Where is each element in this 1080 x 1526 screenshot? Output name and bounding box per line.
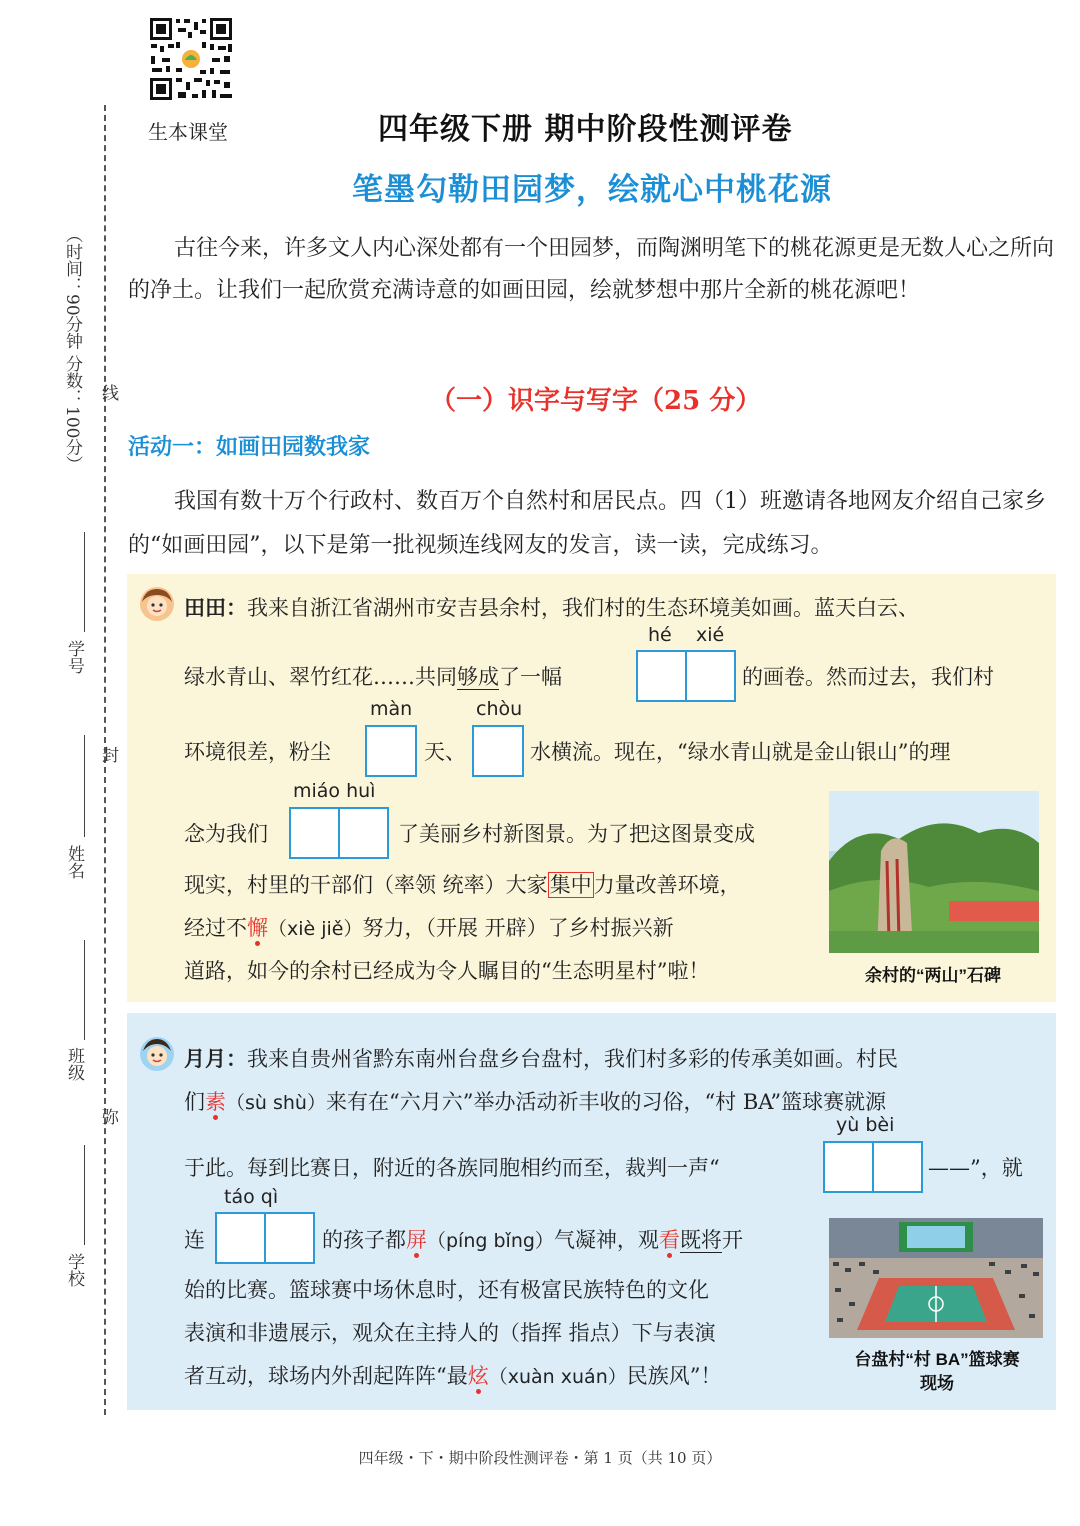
student-id-label: 学号 xyxy=(64,640,84,674)
answer-box-hexie[interactable] xyxy=(636,650,736,702)
card2-text-2b: 来有在“六月六”举办活动祈丰收的习俗，“村 BA”篮球赛就源 xyxy=(325,1090,887,1114)
qr-code-icon[interactable] xyxy=(148,16,234,102)
yucun-stone-photo xyxy=(829,791,1039,953)
answer-box-man[interactable] xyxy=(365,725,417,777)
card1-text-2c: 的画卷。然而过去，我们村 xyxy=(742,665,994,689)
underlined-word-jijiang: 既将 xyxy=(679,1228,722,1252)
card1-text-7: 道路，如今的余村已经成为令人瞩目的“生态明星村”啦！ xyxy=(184,959,710,983)
card1-text-6b: 努力，（开展 开辟）了乡村振兴新 xyxy=(362,916,674,940)
seal-char-mi: 弥 xyxy=(98,1108,118,1125)
seal-char-xian: 线 xyxy=(98,384,118,401)
card1-line-6 xyxy=(184,912,674,942)
card2-text-2a: 们 xyxy=(184,1090,205,1114)
card1-text-3a: 环境很差，粉尘 xyxy=(184,740,331,764)
dotted-char-xie: 懈 xyxy=(247,916,268,940)
card1-line-2 xyxy=(184,661,562,691)
class-label: 班级 xyxy=(64,1047,84,1081)
card2-text-1: 我来自贵州省黔东南州台盘乡台盘村，我们村多彩的传承美如画。村民 xyxy=(247,1047,898,1071)
card1-text-1: 我来自浙江省湖州市安吉县余村，我们村的生态环境美如画。蓝天白云、 xyxy=(247,596,919,620)
name-field[interactable] xyxy=(84,735,85,837)
card2-text-4d: 开 xyxy=(721,1228,743,1252)
card2-text-5: 始的比赛。篮球赛中场休息时，还有极富民族特色的文化 xyxy=(184,1278,709,1302)
pinyin-he: hé xyxy=(648,624,672,646)
card2-text-7b: 民族风”！ xyxy=(626,1364,722,1388)
page-footer: 四年级・下・期中阶段性测评卷・第 1 页（共 10 页） xyxy=(358,1449,722,1467)
pinyin-choice-su[interactable]: （sù shù） xyxy=(226,1092,326,1114)
card1-text-4b: 了美丽乡村新图景。为了把这图景变成 xyxy=(398,822,755,846)
school-label: 学校 xyxy=(64,1253,84,1287)
card1-text-3c: 水横流。现在，“绿水青山就是金山银山”的理 xyxy=(530,740,951,764)
answer-box-yubei[interactable] xyxy=(823,1141,923,1193)
answer-box-taoqi[interactable] xyxy=(215,1212,315,1264)
card1-text-5a: 现实，村里的干部们（率领 统率）大家 xyxy=(184,873,548,897)
cun-ba-caption-line-2: 现场 xyxy=(920,1374,954,1393)
yucun-photo-caption: 余村的“两山”石碑 xyxy=(865,966,1001,985)
dotted-char-ping: 屏 xyxy=(406,1228,427,1252)
card1-text-2a: 绿水青山、翠竹红花……共同 xyxy=(184,665,457,689)
pinyin-chou: chòu xyxy=(476,698,523,720)
pinyin-taoqi: táo qì xyxy=(224,1186,279,1208)
student-id-field[interactable] xyxy=(84,532,85,632)
answer-box-chou[interactable] xyxy=(472,725,524,777)
school-field[interactable] xyxy=(84,1145,85,1245)
pinyin-choice-ping[interactable]: （píng bǐng） xyxy=(427,1230,554,1252)
card1-text-5b: 力量改善环境， xyxy=(593,873,741,897)
card2-line-1 xyxy=(184,1043,898,1073)
activity-title: 活动一：如画田园数我家 xyxy=(128,434,371,460)
card1-line-5 xyxy=(184,869,741,899)
underlined-word-goucheng: 够成 xyxy=(457,665,499,689)
pinyin-man: màn xyxy=(370,698,413,720)
boy-avatar-icon xyxy=(139,1036,175,1072)
qr-label: 生本课堂 xyxy=(148,120,228,144)
card2-text-4c: 气凝神，观 xyxy=(553,1228,659,1252)
class-field[interactable] xyxy=(84,940,85,1040)
card2-text-4a: 连 xyxy=(184,1228,205,1252)
answer-box-miaohui[interactable] xyxy=(289,807,389,859)
activity-intro: 我国有数十万个行政村、数百万个自然村和居民点。四（1）班邀请各地网友介绍自己家乡的“如画田园”，以下是第一批视频连线网友的发言，读一读，完成练习。 xyxy=(128,489,1046,558)
dotted-char-su: 素 xyxy=(205,1090,226,1114)
pinyin-choice-xie[interactable]: （xiè jiě） xyxy=(268,918,363,940)
card2-line-2 xyxy=(184,1086,886,1116)
card1-text-6a: 经过不 xyxy=(184,916,247,940)
cun-ba-caption-line-1: 台盘村“村 BA”篮球赛 xyxy=(854,1350,1020,1369)
card1-text-2b: 了一幅 xyxy=(499,665,562,689)
girl-avatar-icon xyxy=(139,586,175,622)
dotted-char-kan: 看 xyxy=(658,1228,680,1252)
card2-line-4 xyxy=(322,1224,743,1254)
card2-text-3a: 于此。每到比赛日，附近的各族同胞相约而至，裁判一声“ xyxy=(184,1156,720,1180)
time-score-note: （时间：90分钟 分数：100分） xyxy=(62,226,82,473)
card2-text-3b: ——”，就 xyxy=(928,1156,1023,1180)
card2-text-6: 表演和非遗展示，观众在主持人的（指挥 指点）下与表演 xyxy=(184,1321,716,1345)
name-label: 姓名 xyxy=(64,845,84,879)
page-title: 四年级下册 期中阶段性测评卷 xyxy=(378,112,793,147)
cun-ba-stadium-photo xyxy=(829,1218,1043,1338)
speaker-name-yueyue: 月月： xyxy=(184,1048,247,1071)
dotted-char-xuan: 炫 xyxy=(467,1364,489,1388)
boxed-word-jizhong: 集中 xyxy=(549,873,592,897)
speaker-name-tiantian: 田田： xyxy=(184,597,247,620)
pinyin-xie: xié xyxy=(696,624,725,646)
card1-text-3b: 天、 xyxy=(424,740,466,764)
card1-text-4a: 念为我们 xyxy=(184,822,268,846)
pinyin-miaohui: miáo huì xyxy=(293,780,376,802)
card2-text-7a: 者互动，球场内外刮起阵阵“最 xyxy=(184,1364,468,1388)
pinyin-yubei: yù bèi xyxy=(836,1114,895,1136)
card2-text-4b: 的孩子都 xyxy=(322,1228,406,1252)
card1-line-1 xyxy=(184,592,919,622)
intro-paragraph: 古往今来，许多文人内心深处都有一个田园梦，而陶渊明笔下的桃花源更是无数人心之所向的净土。让我们一起欣赏充满诗意的如画田园，绘就梦想中那片全新的桃花源吧！ xyxy=(128,236,1055,303)
pinyin-choice-xuan[interactable]: （xuàn xuán） xyxy=(488,1366,627,1388)
seal-char-feng: 封 xyxy=(98,746,118,763)
page-subtitle: 笔墨勾勒田园梦，绘就心中桃花源 xyxy=(352,172,832,208)
section-heading: （一）识字与写字（25 分） xyxy=(430,386,762,416)
card2-line-7 xyxy=(184,1360,721,1390)
